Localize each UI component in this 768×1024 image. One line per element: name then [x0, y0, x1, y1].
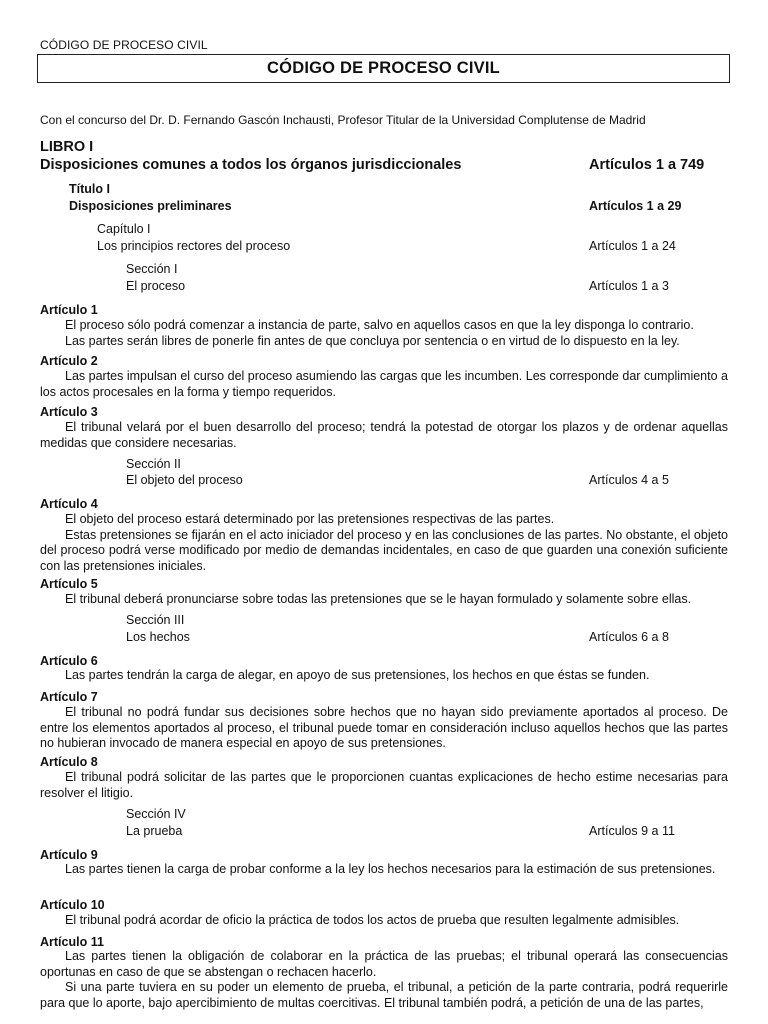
- article-body: [40, 318, 728, 349]
- article-body: [40, 949, 728, 1011]
- seccion-range: Artículos 9 a 11: [589, 824, 675, 838]
- article-paragraph: Las partes tienen la carga de probar conforme a la ley los hechos necesarios para la estimación de sus pretensiones.: [65, 862, 716, 876]
- titulo-name: Disposiciones preliminares: [69, 199, 232, 213]
- article-paragraph: El tribunal velará por el buen desarrollo del proceso; tendrá la potestad de otorgar los plazos y de ordenar aquellas medidas que considere necesarias.: [40, 420, 728, 450]
- article-body: [40, 913, 728, 929]
- article-paragraph: Las partes impulsan el curso del proceso asumiendo las cargas que les incumben. Les corresponde dar cumplimiento a los actos procesales en la forma y tiempo requeridos.: [40, 369, 728, 399]
- seccion-range: Artículos 4 a 5: [589, 473, 669, 487]
- credit-line: Con el concurso del Dr. D. Fernando Gascón Inchausti, Profesor Titular de la Universidad Complutense de Madrid: [40, 113, 646, 127]
- article-paragraph: Estas pretensiones se fijarán en el acto iniciador del proceso y en las conclusiones de las partes. No obstante, el objeto del proceso podrá verse modificado por medio de demandas incidentales, en caso de que guarden una conexión suficiente con las pretensiones iniciales.: [40, 527, 728, 573]
- article-paragraph: Las partes tendrán la carga de alegar, en apoyo de sus pretensiones, los hechos en que éstas se funden.: [65, 668, 650, 682]
- article-paragraph: El tribunal podrá acordar de oficio la práctica de todos los actos de prueba que resulten legalmente admisibles.: [65, 913, 680, 927]
- document-title-box: CÓDIGO DE PROCESO CIVIL: [37, 54, 730, 83]
- seccion-label: Sección III: [126, 613, 185, 627]
- seccion-range: Artículos 1 a 3: [589, 279, 669, 293]
- titulo-range: Artículos 1 a 29: [589, 199, 682, 213]
- seccion-label: Sección IV: [126, 807, 186, 821]
- article-paragraph: El tribunal deberá pronunciarse sobre todas las pretensiones que se le hayan formulado y solamente sobre ellas.: [65, 592, 692, 606]
- article-paragraph: El objeto del proceso estará determinado por las pretensiones respectivas de las partes.: [65, 512, 555, 526]
- libro-name: Disposiciones comunes a todos los órganos jurisdiccionales: [40, 157, 462, 173]
- libro-label: LIBRO I: [40, 139, 94, 155]
- article-body: [40, 770, 728, 801]
- seccion-label: Sección II: [126, 457, 181, 471]
- article-heading: Artículo 6: [40, 654, 98, 668]
- article-paragraph: Si una parte tuviera en su poder un elemento de prueba, el tribunal, a petición de la parte contraria, podrá requerirle para que lo aporte, bajo apercibimiento de multas coercitivas. El tribunal también podrá, a petición de una de las partes,: [40, 980, 728, 1010]
- seccion-name: Los hechos: [126, 630, 190, 644]
- article-heading: Artículo 8: [40, 755, 98, 769]
- seccion-name: El proceso: [126, 279, 186, 293]
- article-heading: Artículo 7: [40, 690, 98, 704]
- article-heading: Artículo 10: [40, 898, 105, 912]
- article-body: [40, 668, 728, 684]
- article-body: [40, 420, 728, 451]
- libro-range: Artículos 1 a 749: [589, 157, 705, 173]
- article-paragraph: Las partes tienen la obligación de colaborar en la práctica de las pruebas; el tribunal operará las consecuencias oportunas en caso de que se abstengan o rechacen hacerlo.: [40, 949, 728, 979]
- seccion-name: La prueba: [126, 824, 183, 838]
- article-heading: Artículo 3: [40, 405, 98, 419]
- article-heading: Artículo 5: [40, 577, 98, 591]
- article-body: [40, 862, 728, 878]
- seccion-range: Artículos 6 a 8: [589, 630, 669, 644]
- article-body: [40, 512, 728, 574]
- article-body: [40, 705, 728, 752]
- capitulo-range: Artículos 1 a 24: [589, 239, 676, 253]
- seccion-label: Sección I: [126, 262, 178, 276]
- capitulo-name: Los principios rectores del proceso: [97, 239, 291, 253]
- titulo-label: Título I: [69, 182, 110, 196]
- article-heading: Artículo 1: [40, 303, 98, 317]
- running-header: CÓDIGO DE PROCESO CIVIL: [40, 38, 208, 52]
- article-paragraph: El tribunal no podrá fundar sus decisiones sobre hechos que no hayan sido previamente aportados al proceso. De entre los elementos aportados al proceso, el tribunal puede tomar en consideración incluso aquellos hechos que las partes no hubieran invocado de manera especial en apoyo de sus pretensiones.: [40, 705, 728, 750]
- capitulo-label: Capítulo I: [97, 222, 151, 236]
- article-heading: Artículo 11: [40, 935, 104, 949]
- article-body: [40, 369, 728, 400]
- article-paragraph: El tribunal podrá solicitar de las partes que le proporcionen cuantas explicaciones de hecho estime necesarias para resolver el litigio.: [40, 770, 728, 800]
- article-heading: Artículo 9: [40, 848, 98, 862]
- seccion-name: El objeto del proceso: [126, 473, 243, 487]
- article-body: [40, 592, 728, 608]
- article-heading: Artículo 4: [40, 497, 98, 511]
- article-heading: Artículo 2: [40, 354, 98, 368]
- article-paragraph: Las partes serán libres de ponerle fin antes de que concluya por sentencia o en virtud de lo dispuesto en la ley.: [65, 333, 680, 348]
- article-paragraph: El proceso sólo podrá comenzar a instancia de parte, salvo en aquellos casos en que la ley disponga lo contrario.: [65, 318, 694, 332]
